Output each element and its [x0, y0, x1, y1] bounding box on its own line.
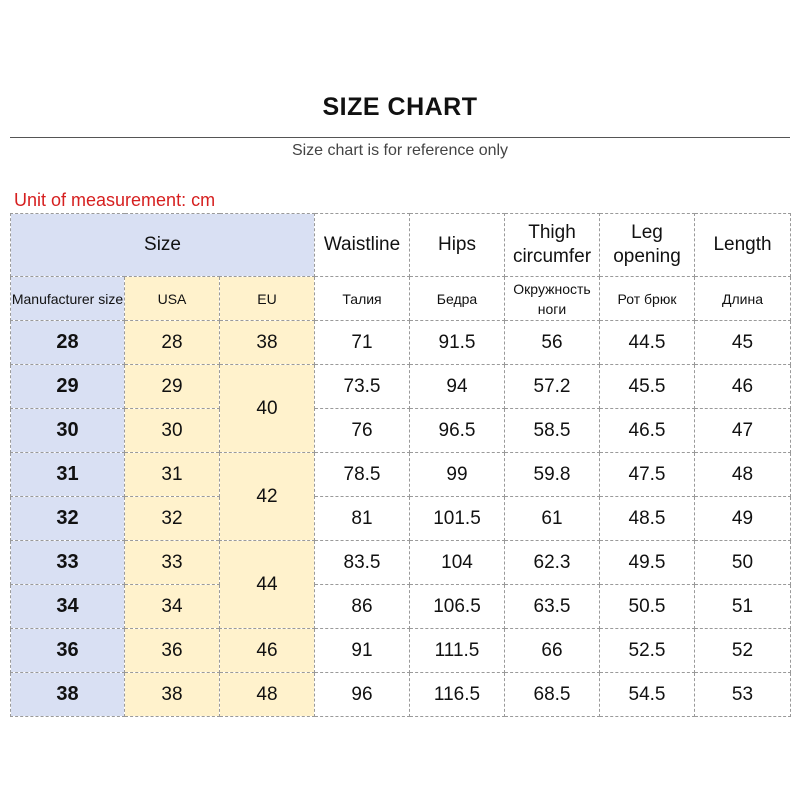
thigh-cell: 58.5 — [505, 409, 600, 453]
hips-cell: 96.5 — [410, 409, 505, 453]
page-subtitle: Size chart is for reference only — [291, 142, 509, 159]
waist-cell: 71 — [315, 321, 410, 365]
usa-size-cell: 31 — [125, 453, 220, 497]
thigh-cell: 63.5 — [505, 585, 600, 629]
eu-size-cell: 48 — [220, 673, 315, 717]
subheader-hips-ru: Бедра — [410, 277, 505, 321]
length-cell: 50 — [695, 541, 791, 585]
size-chart-table — [10, 213, 791, 717]
manufacturer-size-cell: 31 — [11, 453, 125, 497]
waist-cell: 76 — [315, 409, 410, 453]
leg-opening-cell: 45.5 — [600, 365, 695, 409]
subheader-usa: USA — [125, 277, 220, 321]
hips-cell: 104 — [410, 541, 505, 585]
leg-opening-cell: 50.5 — [600, 585, 695, 629]
subheader-manufacturer: Manufacturer size — [11, 277, 125, 321]
eu-size-cell: 38 — [220, 321, 315, 365]
waist-cell: 96 — [315, 673, 410, 717]
length-cell: 45 — [695, 321, 791, 365]
hips-cell: 91.5 — [410, 321, 505, 365]
usa-size-cell: 33 — [125, 541, 220, 585]
subheader-waist-ru: Талия — [315, 277, 410, 321]
table-row — [11, 541, 791, 585]
header-hips: Hips — [410, 214, 505, 277]
table-row — [11, 409, 791, 453]
leg-opening-cell: 47.5 — [600, 453, 695, 497]
leg-opening-cell: 46.5 — [600, 409, 695, 453]
length-cell: 48 — [695, 453, 791, 497]
usa-size-cell: 28 — [125, 321, 220, 365]
table-row — [11, 497, 791, 541]
thigh-cell: 68.5 — [505, 673, 600, 717]
thigh-cell: 66 — [505, 629, 600, 673]
usa-size-cell: 32 — [125, 497, 220, 541]
waist-cell: 86 — [315, 585, 410, 629]
manufacturer-size-cell: 32 — [11, 497, 125, 541]
thigh-cell: 61 — [505, 497, 600, 541]
manufacturer-size-cell: 36 — [11, 629, 125, 673]
waist-cell: 91 — [315, 629, 410, 673]
header-waistline: Waistline — [315, 214, 410, 277]
thigh-cell: 59.8 — [505, 453, 600, 497]
page-title: SIZE CHART — [322, 93, 478, 121]
waist-cell: 81 — [315, 497, 410, 541]
length-cell: 53 — [695, 673, 791, 717]
thigh-cell: 62.3 — [505, 541, 600, 585]
hips-cell: 111.5 — [410, 629, 505, 673]
usa-size-cell: 34 — [125, 585, 220, 629]
leg-opening-cell: 48.5 — [600, 497, 695, 541]
usa-size-cell: 38 — [125, 673, 220, 717]
usa-size-cell: 30 — [125, 409, 220, 453]
hips-cell: 116.5 — [410, 673, 505, 717]
subheader-leg-ru: Рот брюк — [600, 277, 695, 321]
header-leg-opening: Leg opening — [600, 214, 695, 277]
hips-cell: 94 — [410, 365, 505, 409]
leg-opening-cell: 52.5 — [600, 629, 695, 673]
table-row — [11, 365, 791, 409]
manufacturer-size-cell: 30 — [11, 409, 125, 453]
manufacturer-size-cell: 34 — [11, 585, 125, 629]
hips-cell: 99 — [410, 453, 505, 497]
leg-opening-cell: 49.5 — [600, 541, 695, 585]
waist-cell: 78.5 — [315, 453, 410, 497]
table-row — [11, 453, 791, 497]
eu-size-cell: 44 — [220, 541, 315, 629]
length-cell: 51 — [695, 585, 791, 629]
manufacturer-size-cell: 33 — [11, 541, 125, 585]
thigh-cell: 57.2 — [505, 365, 600, 409]
subheader-thigh-ru: Окружность ноги — [505, 277, 600, 321]
header-size: Size — [11, 214, 315, 277]
leg-opening-cell: 44.5 — [600, 321, 695, 365]
length-cell: 46 — [695, 365, 791, 409]
waist-cell: 73.5 — [315, 365, 410, 409]
manufacturer-size-cell: 28 — [11, 321, 125, 365]
thigh-cell: 56 — [505, 321, 600, 365]
manufacturer-size-cell: 38 — [11, 673, 125, 717]
header-thigh: Thigh circumfer — [505, 214, 600, 277]
length-cell: 47 — [695, 409, 791, 453]
table-row — [11, 585, 791, 629]
unit-note: Unit of measurement: cm — [14, 190, 216, 210]
length-cell: 52 — [695, 629, 791, 673]
eu-size-cell: 42 — [220, 453, 315, 541]
subheader-length-ru: Длина — [695, 277, 791, 321]
eu-size-cell: 46 — [220, 629, 315, 673]
usa-size-cell: 36 — [125, 629, 220, 673]
length-cell: 49 — [695, 497, 791, 541]
header-length: Length — [695, 214, 791, 277]
title-divider — [10, 137, 790, 138]
subheader-eu: EU — [220, 277, 315, 321]
table-row — [11, 673, 791, 717]
table-row — [11, 629, 791, 673]
leg-opening-cell: 54.5 — [600, 673, 695, 717]
waist-cell: 83.5 — [315, 541, 410, 585]
manufacturer-size-cell: 29 — [11, 365, 125, 409]
hips-cell: 101.5 — [410, 497, 505, 541]
usa-size-cell: 29 — [125, 365, 220, 409]
eu-size-cell: 40 — [220, 365, 315, 453]
table-row — [11, 321, 791, 365]
hips-cell: 106.5 — [410, 585, 505, 629]
